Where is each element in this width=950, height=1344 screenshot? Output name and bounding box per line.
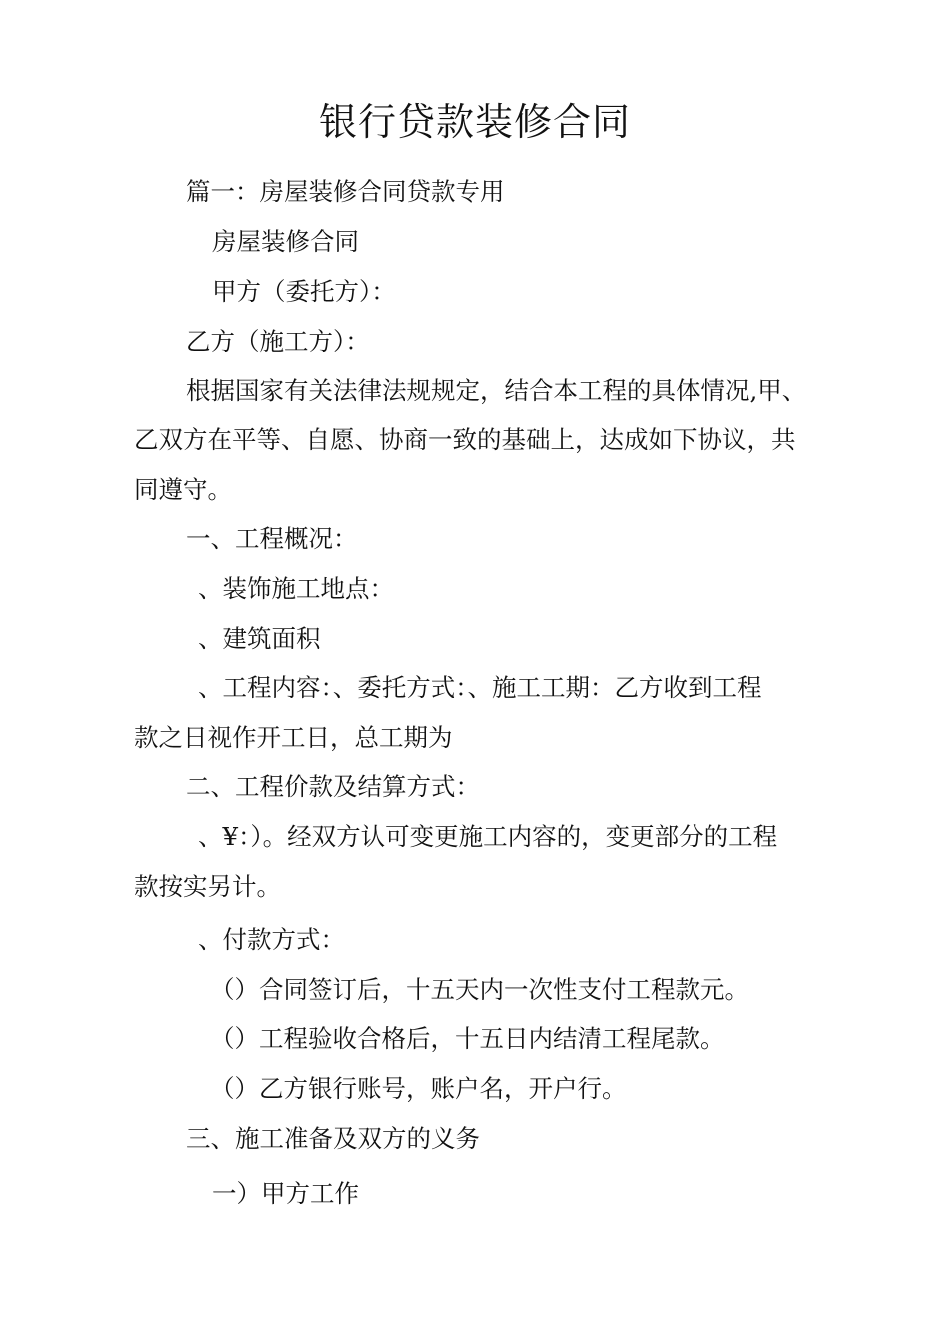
paragraph-line: 同遵守。 — [134, 475, 232, 504]
contract-subtitle: 房屋装修合同 — [212, 227, 359, 256]
list-item: （）合同签订后，十五天内一次性支付工程款元。 — [210, 975, 749, 1004]
paragraph-line: 根据国家有关法律法规规定，结合本工程的具体情况,甲、 — [186, 376, 807, 405]
list-item: 、工程内容：、委托方式：、施工工期：乙方收到工程 — [198, 673, 762, 702]
party-b-line: 乙方（施工方）： — [186, 327, 370, 356]
list-item: （）工程验收合格后，十五日内结清工程尾款。 — [210, 1024, 725, 1053]
section-heading: 二、工程价款及结算方式： — [186, 772, 480, 801]
paragraph-line: 款之日视作开工日，总工期为 — [134, 723, 453, 752]
section-heading: 三、施工准备及双方的义务 — [186, 1124, 480, 1153]
subsection-heading: 一）甲方工作 — [212, 1179, 359, 1208]
list-item: 、付款方式： — [198, 925, 345, 954]
document-title: 银行贷款装修合同 — [318, 100, 631, 144]
party-a-line: 甲方（委托方）： — [212, 277, 396, 306]
paragraph-line: 乙双方在平等、自愿、协商一致的基础上，达成如下协议，共 — [134, 425, 796, 454]
list-item: 、¥：）。经双方认可变更施工内容的，变更部分的工程 — [198, 822, 778, 851]
list-item: （）乙方银行账号，账户名，开户行。 — [210, 1074, 627, 1103]
paragraph-line: 款按实另计。 — [134, 872, 281, 901]
list-item: 、装饰施工地点： — [198, 574, 394, 603]
section-heading-part-one: 篇一：房屋装修合同贷款专用 — [186, 177, 505, 206]
section-heading: 一、工程概况： — [186, 524, 358, 553]
list-item: 、建筑面积 — [198, 624, 321, 653]
